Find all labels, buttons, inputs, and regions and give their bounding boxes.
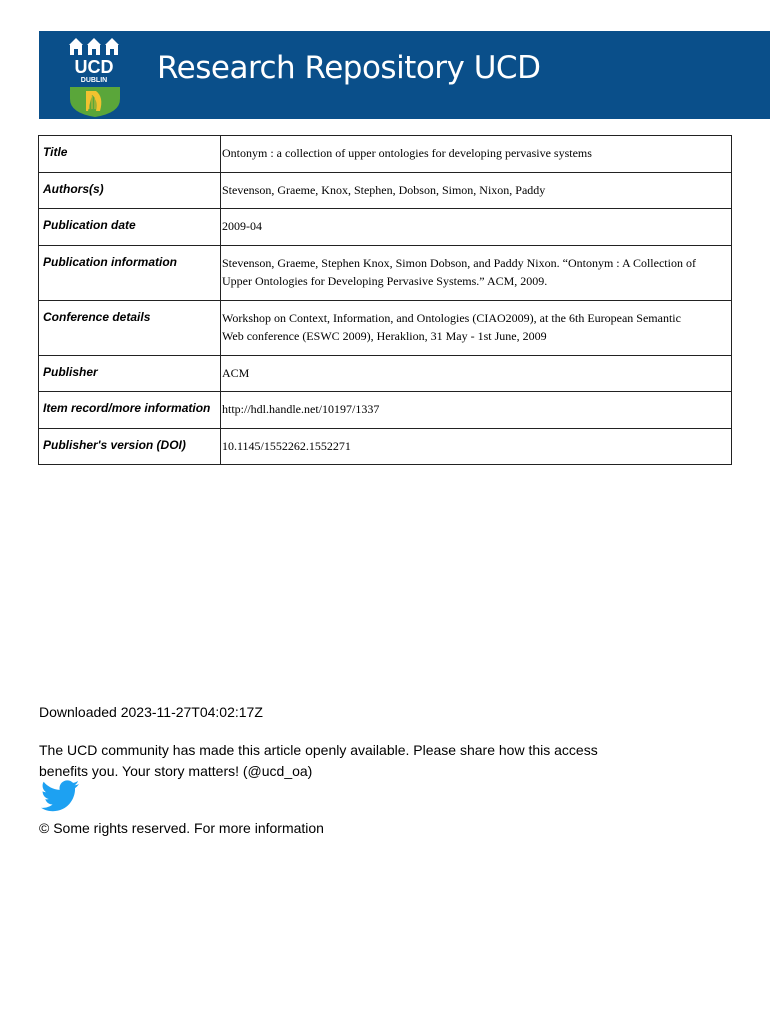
record-table — [38, 135, 732, 465]
logo-text: UCD — [74, 57, 114, 77]
value-line: 2009-04 — [222, 219, 262, 233]
ucd-logo — [66, 35, 130, 117]
community-text-line2[interactable]: benefits you. Your story matters! (@ucd_oa) — [39, 763, 313, 779]
row-label: Conference details — [39, 301, 221, 356]
value-line: Upper Ontologies for Developing Pervasive Systems.” ACM, 2009. — [222, 274, 548, 288]
table-row — [39, 246, 732, 301]
row-value — [221, 173, 732, 209]
row-value[interactable] — [221, 429, 732, 465]
row-label: Publication information — [39, 246, 221, 301]
row-label: Item record/more information — [39, 392, 221, 429]
logo-subtext: DUBLIN — [80, 77, 108, 84]
value-line: Stevenson, Graeme, Stephen Knox, Simon Dobson, and Paddy Nixon. “Ontonym : A Collection of — [222, 256, 696, 270]
row-value — [221, 301, 732, 356]
table-row — [39, 356, 732, 392]
row-value — [221, 246, 732, 301]
table-row — [39, 301, 732, 356]
rights-link[interactable]: © Some rights reserved. For more information — [39, 820, 324, 836]
table-row — [39, 136, 732, 173]
handle-link[interactable]: http://hdl.handle.net/10197/1337 — [222, 402, 380, 416]
twitter-bird-icon[interactable] — [41, 780, 79, 812]
header-banner — [39, 31, 770, 119]
row-label: Publisher's version (DOI) — [39, 429, 221, 465]
row-label: Publisher — [39, 356, 221, 392]
row-value — [221, 356, 732, 392]
value-line: Workshop on Context, Information, and Ontologies (CIAO2009), at the 6th European Semantic — [222, 311, 681, 325]
row-value — [221, 209, 732, 246]
table-row — [39, 209, 732, 246]
banner-title: Research Repository UCD — [157, 50, 541, 86]
value-line: Ontonym : a collection of upper ontologies for developing pervasive systems — [222, 146, 592, 160]
row-label: Authors(s) — [39, 173, 221, 209]
row-value[interactable] — [221, 392, 732, 429]
row-value — [221, 136, 732, 173]
table-row — [39, 429, 732, 465]
downloaded-text: Downloaded 2023-11-27T04:02:17Z — [39, 704, 263, 720]
value-line: Stevenson, Graeme, Knox, Stephen, Dobson, Simon, Nixon, Paddy — [222, 183, 546, 197]
row-label: Publication date — [39, 209, 221, 246]
table-row — [39, 173, 732, 209]
value-line: ACM — [222, 366, 250, 380]
table-row — [39, 392, 732, 429]
value-line: Web conference (ESWC 2009), Heraklion, 31 May - 1st June, 2009 — [222, 329, 547, 343]
row-label: Title — [39, 136, 221, 173]
doi-link[interactable]: 10.1145/1552262.1552271 — [222, 439, 351, 453]
community-text-line1: The UCD community has made this article openly available. Please share how this access — [39, 742, 598, 758]
